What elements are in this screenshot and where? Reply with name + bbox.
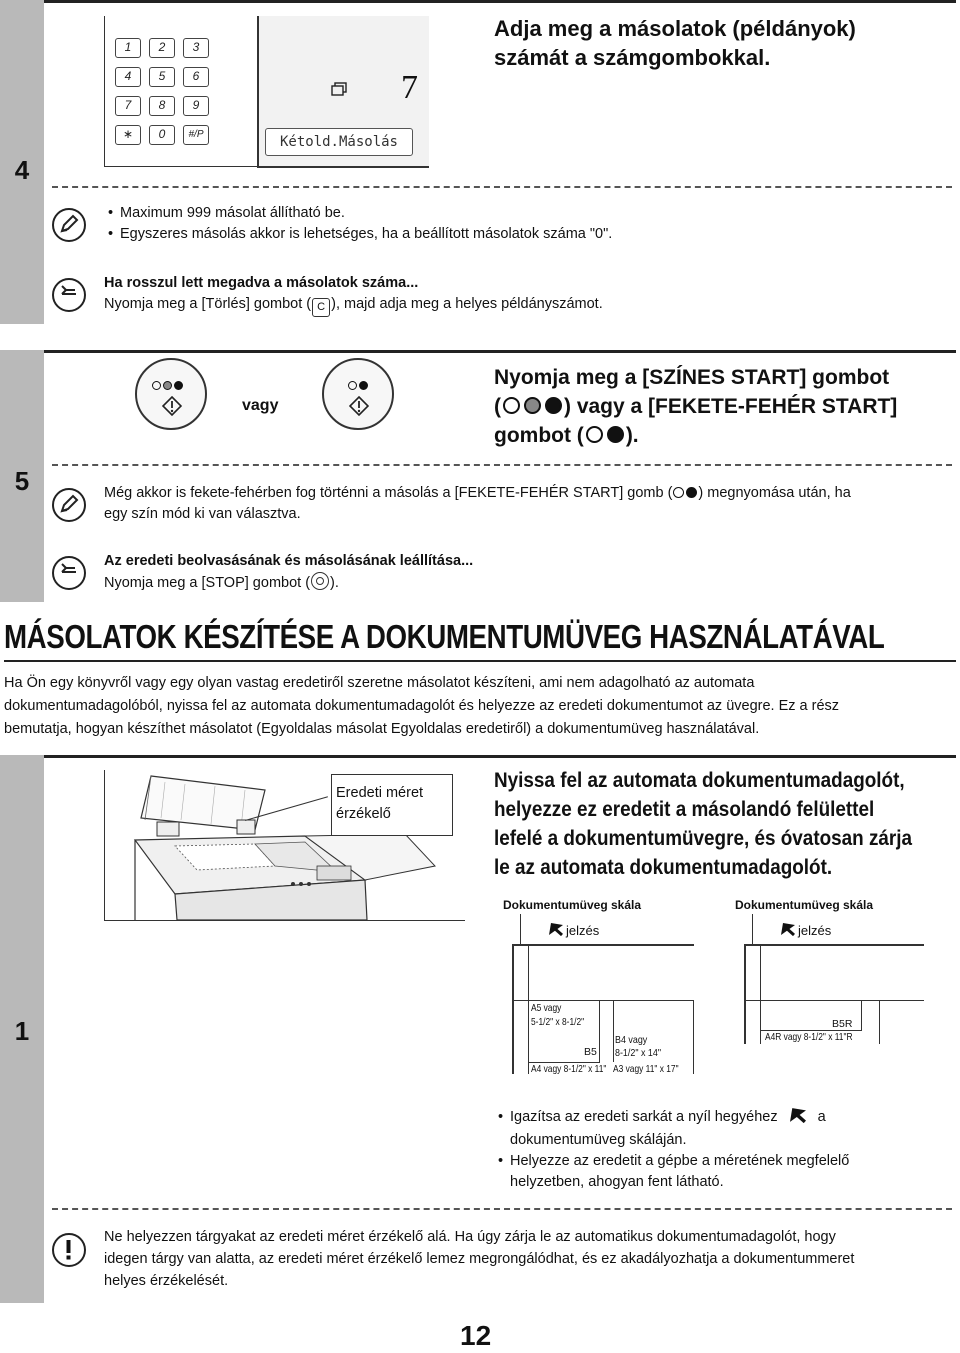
key-5: 5 <box>149 67 175 87</box>
tip-title: Az eredeti beolvasásának és másolásának leállítása... <box>104 553 474 569</box>
step-5-note-line2: egy szín mód ki van választva. <box>104 506 301 522</box>
bw-start-button-illustration <box>322 358 394 430</box>
step-5-number: 5 <box>14 466 30 496</box>
keypad <box>115 38 215 158</box>
size-b4: B4 vagy <box>615 1034 648 1046</box>
note-pencil-icon <box>52 208 86 242</box>
clear-key-icon: C <box>312 298 330 317</box>
bw-dots-inline-icon <box>672 485 698 501</box>
glass-scale-left <box>512 944 694 1074</box>
glass-scale-right <box>744 944 924 1044</box>
step-1-title-line2: helyezze ez eredetit a másolandó felülettel <box>494 798 875 821</box>
step-5-note <box>104 483 949 525</box>
key-6: 6 <box>183 67 209 87</box>
key-4: 4 <box>115 67 141 87</box>
warning-line2: idegen tárgy van alatta, az eredeti méret érzékelő lemez megrongálódhat, és ez akadályozhatja a dokumentummeret <box>104 1251 855 1267</box>
warning-line3: helyes érzékelését. <box>104 1273 229 1289</box>
page-number: 12 <box>460 1320 492 1351</box>
step-5-note-line1: Még akkor is fekete-fehérben fog történni a másolás a [FEKETE-FEHÉR START] gomb ( ) megnyomása után, ha <box>104 485 851 501</box>
operation-panel-illustration <box>104 16 428 167</box>
scale-leader-right <box>752 914 753 946</box>
warning-text <box>104 1226 854 1292</box>
intro-line3: bemutatja, hogyan készíthet másolatot (Egyoldalas másolat Egyoldalas eredetiről) a dokumentumüveg használatával. <box>4 721 760 737</box>
step-4-notes <box>108 203 612 245</box>
key-2: 2 <box>149 38 175 58</box>
return-arrow-icon <box>52 278 86 312</box>
tip-text <box>104 294 603 317</box>
size-a5-inch: 5-1/2" x 8-1/2" <box>531 1016 585 1028</box>
scale-label-left: Dokumentumüveg skála <box>503 898 642 912</box>
tip-text-prefix: Nyomja meg a [Törlés] gombot ( <box>104 296 312 312</box>
key-9: 9 <box>183 96 209 116</box>
mark-arrow-icon <box>788 1107 808 1130</box>
mark-label-right: jelzés <box>798 923 832 938</box>
intro-line1: Ha Ön egy könyvről vagy egy olyan vastag eredetiről szeretne másolatot készíteni, ami nem adagolható az automata <box>4 675 755 691</box>
size-a4: A4 vagy 8-1/2" x 11" <box>531 1063 607 1075</box>
bullet-item: • Helyezze az eredetit a gépbe a méretének megfelelő helyzetben, ahogyan fent látható. <box>498 1151 849 1193</box>
warning-line1: Ne helyezzen tárgyakat az eredeti méret érzékelő alá. Ha úgy zárja le az automatikus dokumentumadagolót, hogy <box>104 1229 836 1245</box>
warning-exclamation-icon <box>52 1233 86 1267</box>
panel-display <box>257 16 429 168</box>
color-start-dots-icon <box>501 395 564 418</box>
key-1: 1 <box>115 38 141 58</box>
scale-leader-left <box>520 914 521 946</box>
stop-key-icon <box>311 572 329 590</box>
step-1-divider <box>52 1208 952 1210</box>
size-a5: A5 vagy <box>531 1002 562 1014</box>
mark-arrow-icon <box>780 922 796 941</box>
tip-title: Ha rosszul lett megadva a másolatok száma... <box>104 275 419 291</box>
step-5-top-rule <box>44 350 956 353</box>
step-5-title-line2: ( ) vagy a [FEKETE-FEHÉR START] <box>494 395 898 418</box>
key-hash-p: #/P <box>183 125 209 145</box>
step-1-number: 1 <box>14 1016 30 1046</box>
mark-label-left: jelzés <box>566 923 600 938</box>
tip-text: Nyomja meg a [STOP] gombot ( ). <box>104 572 473 594</box>
key-8: 8 <box>149 96 175 116</box>
step-1-title-line4: le az automata dokumentumadagolót. <box>494 856 833 879</box>
step-4-divider <box>52 186 952 188</box>
size-b4-inch: 8-1/2" x 14" <box>615 1047 662 1059</box>
scale-label-right: Dokumentumüveg skála <box>735 898 874 912</box>
note-item: • Maximum 999 másolat állítható be. <box>108 203 612 224</box>
step-4-tip <box>104 273 603 317</box>
step-5-title-line3: gombot ( ). <box>494 424 639 447</box>
step-1-title-line3: lefelé a dokumentumüvegre, és óvatosan zárja <box>494 827 913 850</box>
step-4-number: 4 <box>14 155 30 185</box>
key-3: 3 <box>183 38 209 58</box>
mark-arrow-icon <box>548 922 564 941</box>
step-1-bullets <box>498 1107 849 1193</box>
step-4-title-line2: számát a számgombokkal. <box>494 45 771 70</box>
section-intro <box>4 672 839 741</box>
tip-text-suffix: ), majd adja meg a helyes példányszámot. <box>331 296 603 312</box>
callout-line2: érzékelő <box>336 806 391 822</box>
bw-start-dots-icon <box>584 424 626 447</box>
size-b5r: B5R <box>832 1018 853 1030</box>
copier-illustration <box>104 770 465 921</box>
step-4-title <box>494 14 856 72</box>
section-heading: MÁSOLATOK KÉSZÍTÉSE A DOKUMENTUMÜVEG HASZNÁLATÁVAL <box>4 618 885 655</box>
color-dots-icon <box>151 380 184 390</box>
mode-text: Kétold.Másolás <box>265 128 413 156</box>
size-b5: B5 <box>584 1046 597 1058</box>
copy-count: 7 <box>401 69 418 106</box>
step-5-title-line1: Nyomja meg a [SZÍNES START] gombot <box>494 366 890 389</box>
note-pencil-icon <box>52 488 86 522</box>
start-diamond-icon <box>162 396 182 421</box>
step-4-top-rule <box>44 0 956 3</box>
key-7: 7 <box>115 96 141 116</box>
bw-dots-icon <box>347 380 369 390</box>
return-arrow-icon <box>52 556 86 590</box>
bullet-item: • Igazítsa az eredeti sarkát a nyíl hegyéhez a dokumentumüveg skáláján. <box>498 1107 849 1151</box>
step-5-title <box>494 363 897 450</box>
key-0: 0 <box>149 125 175 145</box>
key-star: ∗ <box>115 125 141 145</box>
size-a4r: A4R vagy 8-1/2" x 11"R <box>765 1031 853 1043</box>
start-diamond-icon <box>349 396 369 421</box>
copies-icon <box>331 82 347 96</box>
or-label: vagy <box>242 397 279 414</box>
step-5-tip <box>104 551 473 594</box>
step-1-title-line1: Nyissa fel az automata dokumentumadagolót, <box>494 769 905 792</box>
step-1-title <box>494 766 959 882</box>
sensor-callout <box>331 774 453 836</box>
step-5-divider <box>52 464 952 466</box>
note-item: • Egyszeres másolás akkor is lehetséges, ha a beállított másolatok száma "0". <box>108 224 612 245</box>
step-4-title-line1: Adja meg a másolatok (példányok) <box>494 16 856 41</box>
step-1-top-rule <box>44 755 956 758</box>
intro-line2: dokumentumadagolóból, nyissa fel az automata dokumentumadagolót és helyezze az eredeti dokumentumot az üvegre. Ez a rész <box>4 698 840 714</box>
heading-underline <box>4 660 956 662</box>
size-a3: A3 vagy 11" x 17" <box>613 1063 679 1075</box>
callout-line1: Eredeti méret <box>336 785 424 801</box>
color-start-button-illustration <box>135 358 207 430</box>
